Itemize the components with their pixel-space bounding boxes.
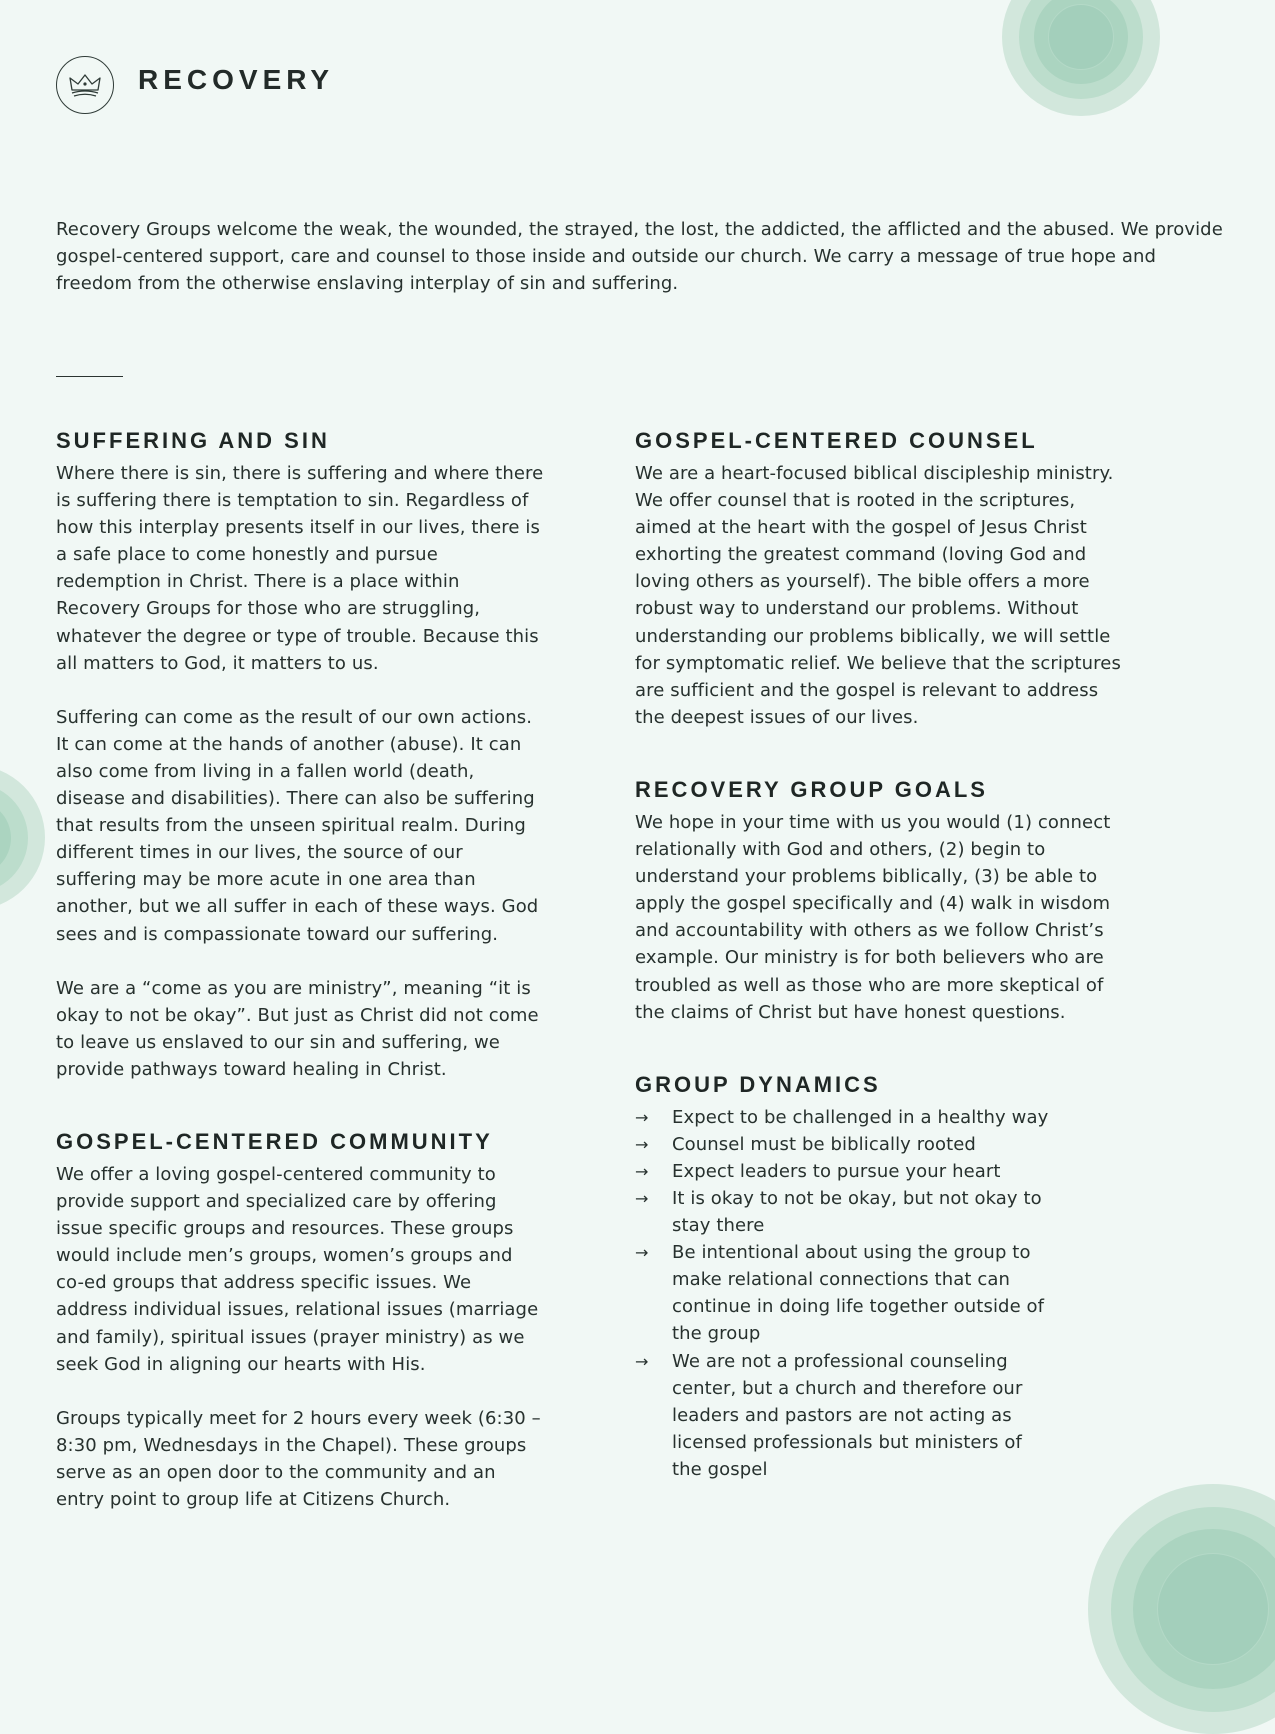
arrow-right-icon: →: [635, 1107, 649, 1127]
list-item-text: It is okay to not be okay, but not okay to stay there: [672, 1187, 1042, 1237]
section-title: SUFFERING AND SIN: [56, 428, 330, 453]
section-paragraph: Where there is sin, there is suffering and where there is suffering there is temptation to sin. Regardless of how this interplay presents itself in our lives, there is a safe place to come honestly and pursue redemption in Christ. There is a place within Recovery Groups for those who are struggling, whatever the degree or type of trouble. Because this all matters to God, it matters to us.: [56, 463, 544, 674]
list-item-text: Expect leaders to pursue your heart: [672, 1160, 1001, 1182]
list-item: [635, 1158, 1052, 1185]
section-recovery-group-goals: [635, 775, 1125, 1026]
list-item-text: Expect to be challenged in a healthy way: [672, 1106, 1049, 1128]
section-paragraph: We offer a loving gospel-centered community to provide support and specialized care by offering issue specific groups and resources. These groups would include men’s groups, women’s groups and co-ed groups that address specific issues. We address individual issues, relational issues (marriage and family), spiritual issues (prayer ministry) as we seek God in aligning our hearts with His.: [56, 1163, 539, 1375]
left-column: [56, 426, 546, 1513]
section-gospel-centered-community: [56, 1127, 546, 1513]
section-title: RECOVERY GROUP GOALS: [635, 776, 988, 802]
section-group-dynamics: [635, 1070, 1125, 1483]
list-item-text: Be intentional about using the group to make relational connections that can continue in doing life together outside of the group: [672, 1242, 1045, 1345]
list-item: [635, 1104, 1052, 1131]
arrow-right-icon: →: [635, 1134, 649, 1154]
decorative-circle-left: [0, 765, 45, 910]
list-item: [635, 1185, 1052, 1239]
arrow-right-icon: →: [635, 1243, 649, 1263]
divider: [56, 376, 123, 377]
section-paragraph: We hope in your time with us you would (1) connect relationally with God and others, (2) begin to understand your problems biblically, (3) be able to apply the gospel specifically and (4) walk in wisdom and accountability with others as we follow Christ’s example. Our ministry is for both believers who are troubled as well as those who are more skeptical of the claims of Christ but have honest questions.: [635, 811, 1111, 1023]
section-title: GOSPEL-CENTERED COMMUNITY: [56, 1128, 493, 1154]
arrow-right-icon: →: [635, 1188, 649, 1208]
section-paragraph: We are a “come as you are ministry”, meaning “it is okay to not be okay”. But just as Christ did not come to leave us enslaved to our sin and suffering, we provide pathways toward healing in Christ.: [56, 977, 539, 1080]
intro-paragraph: Recovery Groups welcome the weak, the wounded, the strayed, the lost, the addicted, the afflicted and the abused. We provide gospel-centered support, care and counsel to those inside and outside our church. We carry a message of true hope and freedom from the otherwise enslaving interplay of sin and suffering.: [56, 219, 1223, 294]
list-item: [635, 1131, 1052, 1158]
section-title: GROUP DYNAMICS: [635, 1071, 881, 1097]
section-paragraph: We are a heart-focused biblical discipleship ministry. We offer counsel that is rooted in the scriptures, aimed at the heart with the gospel of Jesus Christ exhorting the greatest command (loving God and loving others as yourself). The bible offers a more robust way to understand our problems. Without understanding our problems biblically, we will settle for symptomatic relief. We believe that the scriptures are sufficient and the gospel is relevant to address the deepest issues of our lives.: [635, 463, 1121, 728]
list-item-text: We are not a professional counseling center, but a church and therefore our leaders and pastors are not acting as licensed professionals but ministers of the gospel: [672, 1350, 1023, 1480]
section-title: GOSPEL-CENTERED COUNSEL: [635, 428, 1038, 453]
arrow-right-icon: →: [635, 1161, 649, 1181]
list-item: [635, 1239, 1052, 1347]
section-paragraph: Suffering can come as the result of our own actions. It can come at the hands of another (abuse). It can also come from living in a fallen world (death, disease and disabilities). There can also be suffering that results from the unseen spiritual realm. During different times in our lives, the source of our suffering may be more acute in one area than another, but we all suffer in each of these ways. God sees and is compassionate toward our suffering.: [56, 706, 539, 945]
decorative-circle-top: [1002, 0, 1160, 116]
right-column: [635, 426, 1125, 1483]
list-item-text: Counsel must be biblically rooted: [672, 1133, 976, 1155]
group-dynamics-list: [635, 1104, 1125, 1483]
page-title: RECOVERY: [138, 64, 335, 95]
list-item: [635, 1348, 1052, 1483]
decorative-circle-bottom: [1088, 1484, 1275, 1734]
section-suffering-and-sin: [56, 426, 546, 1083]
crown-icon: [56, 56, 114, 114]
section-paragraph: Groups typically meet for 2 hours every week (6:30 – 8:30 pm, Wednesdays in the Chapel). These groups serve as an open door to the community and an entry point to group life at Citizens Church.: [56, 1407, 541, 1510]
section-gospel-centered-counsel: [635, 426, 1125, 731]
arrow-right-icon: →: [635, 1351, 649, 1371]
